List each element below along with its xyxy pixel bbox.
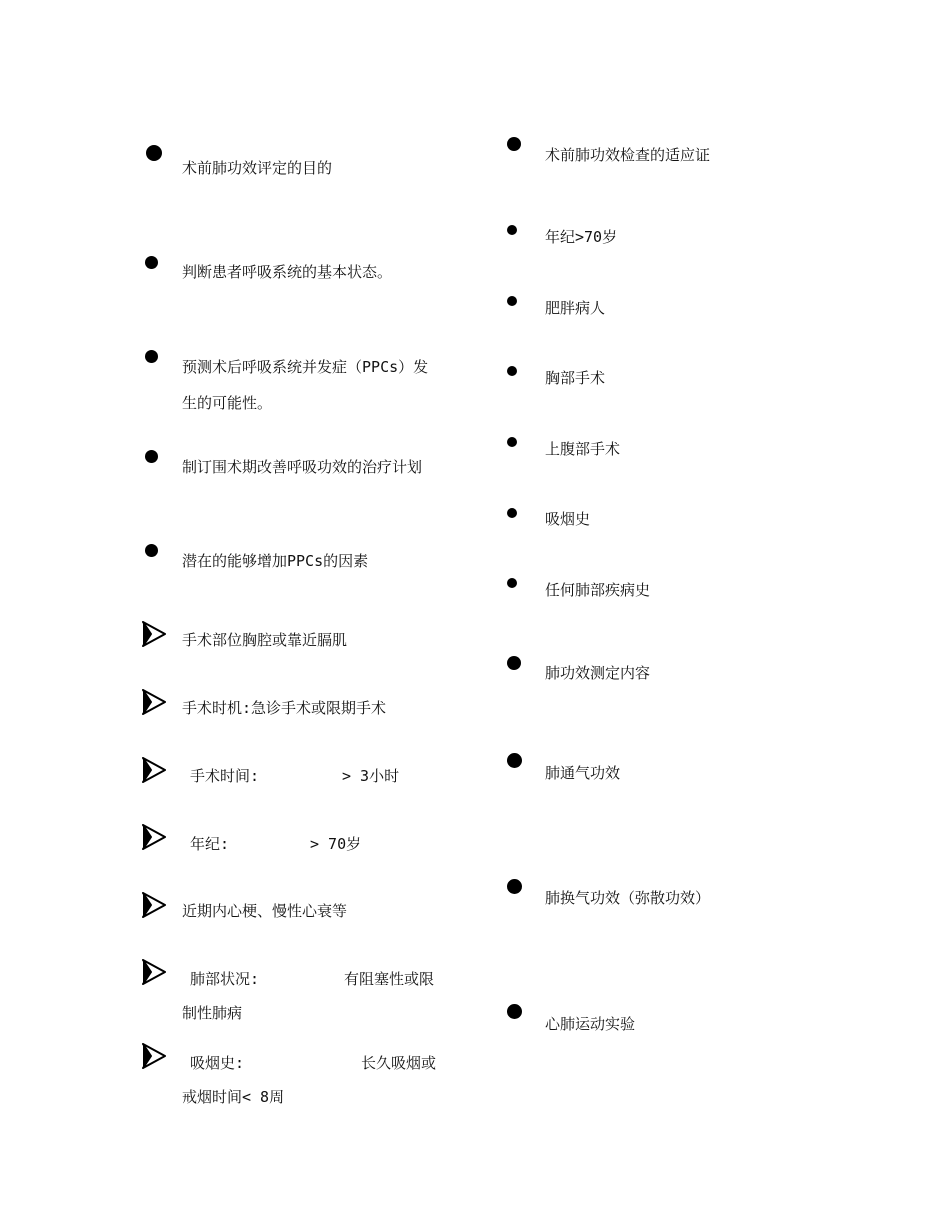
risk-factor-value: > 3小时	[342, 767, 400, 785]
bullet-dot-icon	[507, 137, 521, 151]
left-heading-risk-factors: 潜在的能够增加PPCs的因素	[182, 552, 369, 570]
arrow-bullet-icon	[142, 892, 166, 918]
indication-item: 上腹部手术	[545, 440, 621, 458]
risk-factor-label: 近期内心梗、慢性心衰等	[182, 902, 348, 920]
indication-item: 任何肺部疾病史	[545, 581, 651, 599]
test-content-item: 肺通气功效	[545, 764, 621, 782]
bullet-dot-icon	[507, 437, 517, 447]
bullet-dot-icon	[507, 225, 517, 235]
risk-factor-label: 手术部位胸腔或靠近膈肌	[182, 631, 348, 649]
bullet-dot-icon	[145, 350, 158, 363]
right-heading-indications: 术前肺功效检查的适应证	[545, 146, 711, 164]
purpose-item: 判断患者呼吸系统的基本状态。	[182, 263, 393, 281]
arrow-bullet-icon	[142, 1043, 166, 1069]
bullet-dot-icon	[507, 753, 522, 768]
arrow-bullet-icon	[142, 959, 166, 985]
arrow-bullet-icon	[142, 689, 166, 715]
bullet-dot-icon	[145, 544, 158, 557]
risk-factor-label: 手术时间:	[190, 767, 260, 785]
purpose-item-continued: 生的可能性。	[182, 394, 273, 412]
indication-item: 吸烟史	[545, 510, 591, 528]
bullet-dot-icon	[507, 656, 521, 670]
bullet-dot-icon	[507, 578, 517, 588]
risk-factor-label: 吸烟史:	[190, 1054, 245, 1072]
test-content-item: 心肺运动实验	[545, 1015, 636, 1033]
risk-factor-value: 有阻塞性或限	[344, 970, 435, 988]
risk-factor-value-continued: 制性肺病	[182, 1004, 243, 1022]
indication-item: 胸部手术	[545, 369, 606, 387]
right-heading-test-contents: 肺功效测定内容	[545, 664, 651, 682]
arrow-bullet-icon	[142, 757, 166, 783]
risk-factor-label: 年纪:	[190, 835, 230, 853]
bullet-dot-icon	[507, 508, 517, 518]
bullet-dot-icon	[145, 256, 158, 269]
purpose-item: 预测术后呼吸系统并发症（PPCs）发	[182, 358, 429, 376]
test-content-item: 肺换气功效（弥散功效）	[545, 889, 711, 907]
risk-factor-value: 长久吸烟或	[361, 1054, 437, 1072]
bullet-dot-icon	[145, 450, 158, 463]
risk-factor-value-continued: 戒烟时间< 8周	[182, 1088, 285, 1106]
bullet-dot-icon	[146, 145, 162, 161]
bullet-dot-icon	[507, 366, 517, 376]
purpose-item: 制订围术期改善呼吸功效的治疗计划	[182, 458, 423, 476]
bullet-dot-icon	[507, 296, 517, 306]
arrow-bullet-icon	[142, 824, 166, 850]
left-heading-purpose: 术前肺功效评定的目的	[182, 159, 333, 177]
risk-factor-label: 肺部状况:	[190, 970, 260, 988]
indication-item: 年纪>70岁	[545, 228, 618, 246]
indication-item: 肥胖病人	[545, 299, 606, 317]
bullet-dot-icon	[507, 879, 522, 894]
risk-factor-value: > 70岁	[310, 835, 362, 853]
risk-factor-label: 手术时机:急诊手术或限期手术	[182, 699, 387, 717]
bullet-dot-icon	[507, 1004, 522, 1019]
arrow-bullet-icon	[142, 621, 166, 647]
